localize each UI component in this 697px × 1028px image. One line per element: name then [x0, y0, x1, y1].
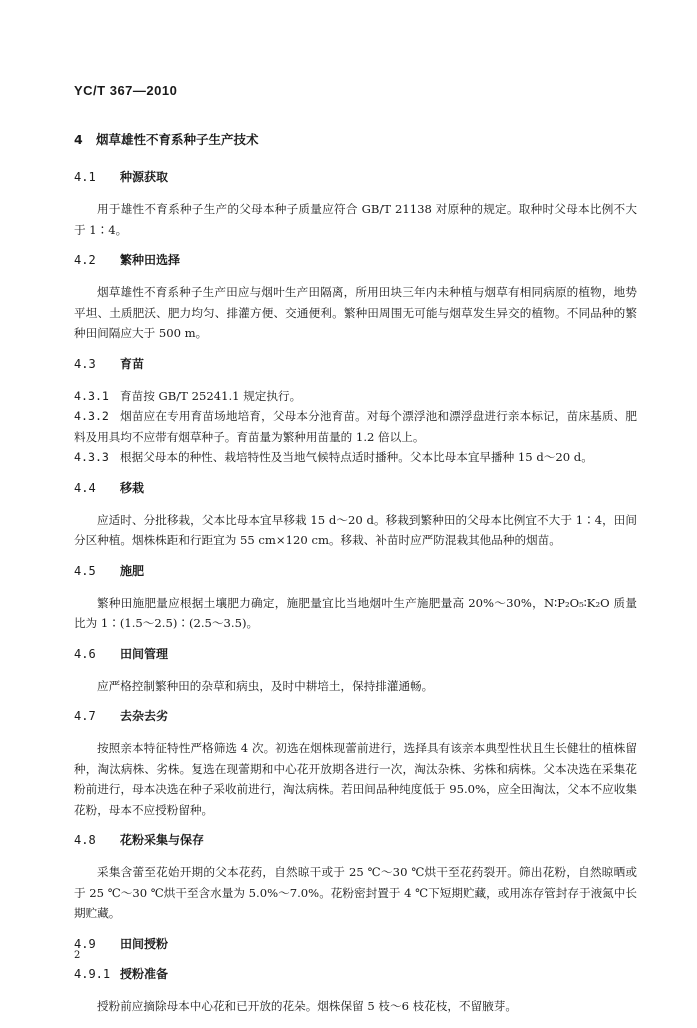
- section-text-4-9-1: 授粉前应摘除母本中心花和已开放的花朵。烟株保留 5 枝～6 枝花枝，不留腋芽。: [97, 998, 517, 1013]
- clause-text: 烟苗应在专用育苗场地培育，父母本分池育苗。对每个漂浮池和漂浮盘进行亲本标记，苗床基质、肥料及用具均不应带有烟草种子。育苗量为繁种用苗量的 1.2 倍以上。: [74, 409, 637, 444]
- section-text-4-4: 应适时、分批移栽，父本比母本宜早移栽 15 d～20 d。移栽到繁种田的父母本比例宜不大于 1∶4，田间分区种植。烟株株距和行距宜为 55 cm×120 cm。移栽、补苗时应严防混栽其他品种的烟苗。: [74, 512, 637, 547]
- section-text-4-6: 应严格控制繁种田的杂草和病虫，及时中耕培土，保持排灌通畅。: [97, 678, 434, 693]
- clause-4-3-1: [74, 386, 637, 407]
- standard-code-header: YC/T 367—2010: [74, 83, 178, 98]
- section-heading-4-9: [74, 936, 637, 952]
- section-text-4-5: 繁种田施肥量应根据土壤肥力确定，施肥量宜比当地烟叶生产施肥量高 20%～30%，N∶P₂O₅∶K₂O 质量比为 1∶(1.5～2.5)∶(2.5～3.5)。: [74, 595, 637, 630]
- page-number: 2: [74, 950, 81, 961]
- clause-4-3-2: [74, 406, 637, 447]
- section-heading-4-8: [74, 832, 637, 848]
- section-title: 田间授粉: [120, 936, 169, 951]
- section-heading-4-2: [74, 252, 637, 268]
- section-text-4-7: 按照亲本特征特性严格筛选 4 次。初选在烟株现蕾前进行，选择具有该亲本典型性状且生长健壮的植株留种，淘汰病株、劣株。复选在现蕾期和中心花开放期各进行一次，淘汰杂株、劣株和病株。父本决选在采集花粉前进行，母本决选在种子采收前进行，淘汰病株。若田间品种纯度低于 95.0%，应全田淘汰，父本不应收集花粉，母本不应授粉留种。: [74, 741, 637, 817]
- section-text-4-2: 烟草雄性不育系种子生产田应与烟叶生产田隔离，所用田块三年内未种植与烟草有相同病原的植物，地势平坦、土质肥沃、肥力均匀、排灌方便、交通便利。繁种田周围无可能与烟草发生异交的植物。不同品种的繁种田间隔应大于 500 m。: [74, 285, 637, 340]
- clause-4-3-3: [74, 447, 637, 468]
- section-number: 4.3: [74, 356, 96, 371]
- section-number: 4.4: [74, 480, 96, 495]
- section-title: 田间管理: [120, 646, 169, 661]
- section-number: 4.5: [74, 563, 96, 578]
- subsection-title: 授粉准备: [120, 966, 169, 981]
- section-title: 去杂去劣: [120, 709, 169, 723]
- clause-text: 根据父母本的种性、栽培特性及当地气候特点适时播种。父本比母本宜早播种 15 d～20 d。: [120, 450, 593, 464]
- subsection-heading-4-9-1: [74, 966, 637, 982]
- clause-number: 4.3.3: [74, 450, 109, 464]
- section-number: 4.8: [74, 833, 96, 847]
- section-items-4-3: [74, 386, 637, 468]
- chapter-number: 4: [74, 132, 83, 147]
- section-text-4-1: 用于雄性不育系种子生产的父母本种子质量应符合 GB/T 21138 对原种的规定。取种时父母本比例不大于 1∶4。: [74, 202, 637, 237]
- section-heading-4-6: [74, 646, 637, 662]
- subsection-number: 4.9.1: [74, 966, 111, 981]
- chapter-title: 烟草雄性不育系种子生产技术: [96, 132, 259, 147]
- clause-number: 4.3.2: [74, 409, 109, 423]
- section-number: 4.9: [74, 936, 96, 951]
- section-number: 4.2: [74, 253, 96, 267]
- section-text-4-8: 采集含蕾至花始开期的父本花药，自然晾干或于 25 ℃～30 ℃烘干至花药裂开。筛出花粉，自然晾晒或于 25 ℃～30 ℃烘干至含水量为 5.0%～7.0%。花粉密封置于 4 ℃下短期贮藏，或用冻存管封存于液氮中长期贮藏。: [74, 865, 637, 920]
- section-heading-4-7: [74, 708, 637, 724]
- clause-number: 4.3.1: [74, 388, 109, 403]
- section-title: 施肥: [120, 563, 145, 578]
- chapter-heading: [74, 132, 637, 148]
- section-heading-4-1: [74, 169, 637, 185]
- clause-text: 育苗按 GB/T 25241.1 规定执行。: [120, 388, 302, 403]
- section-title: 育苗: [120, 356, 145, 371]
- section-title: 繁种田选择: [120, 253, 181, 267]
- page-content: [74, 132, 637, 1028]
- section-number: 4.6: [74, 646, 96, 661]
- section-number: 4.1: [74, 170, 96, 184]
- section-heading-4-3: [74, 356, 637, 372]
- section-title: 花粉采集与保存: [120, 833, 205, 847]
- section-number: 4.7: [74, 709, 96, 723]
- section-title: 种源获取: [120, 170, 169, 184]
- section-heading-4-4: [74, 480, 637, 496]
- section-title: 移栽: [120, 480, 145, 495]
- section-heading-4-5: [74, 563, 637, 579]
